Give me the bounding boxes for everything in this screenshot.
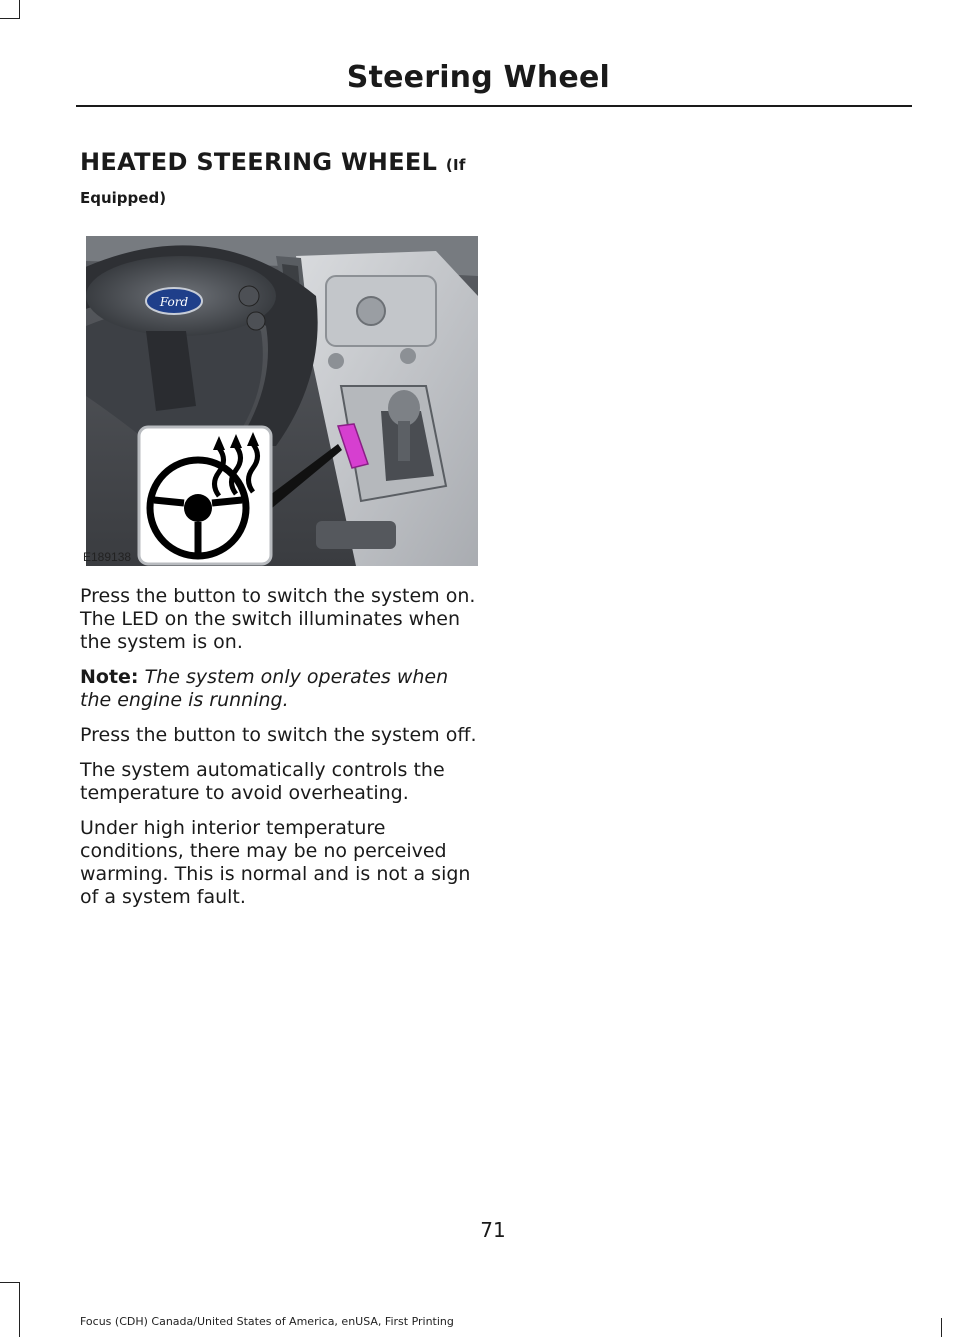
note: [80, 666, 485, 712]
crop-mark: [0, 1282, 20, 1283]
section-title-text: HEATED STEERING WHEEL: [80, 148, 438, 176]
crop-mark: [0, 18, 20, 19]
svg-text:Ford: Ford: [159, 295, 189, 309]
crop-mark: [19, 0, 20, 19]
paragraph: Press the button to switch the system on. The LED on the switch illuminates when the system is on.: [80, 585, 476, 653]
crop-mark: [941, 1318, 942, 1337]
note-text: The system only operates when the engine is running.: [80, 666, 449, 711]
dashboard-photo: [86, 236, 478, 566]
section-title: [80, 148, 500, 176]
section-subtitle: Equipped): [80, 189, 167, 207]
paragraph: Under high interior temperature conditions, there may be no perceived warming. This is normal and is not a sign of a system fault.: [80, 817, 471, 908]
footer-text: Focus (CDH) Canada/United States of America, enUSA, First Printing: [80, 1315, 454, 1328]
heated-steering-wheel-icon: [139, 427, 271, 564]
section-title-suffix: (If: [445, 156, 466, 174]
note-label: Note:: [80, 666, 139, 688]
paragraph: The system automatically controls the temperature to avoid overheating.: [80, 759, 445, 804]
page-header-title: Steering Wheel: [346, 60, 610, 95]
figure-code: E189138: [83, 550, 132, 564]
dashboard-illustration: [86, 236, 478, 566]
crop-mark: [19, 1282, 20, 1337]
header-divider: [76, 105, 912, 107]
paragraph: Press the button to switch the system off.: [80, 724, 477, 746]
page-number: 71: [480, 1218, 506, 1242]
body-text: [80, 585, 485, 921]
